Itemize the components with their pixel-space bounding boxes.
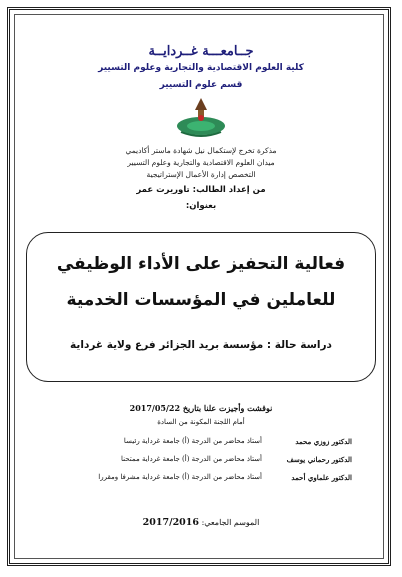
- academic-year-label: الموسم الجامعي:: [201, 518, 260, 527]
- jury-member-role: أستاذ محاضر من الدرجة (أ) جامعة غرداية مشرفا ومقررا: [98, 473, 262, 481]
- thesis-title-line-1: فعالية التحفيز على الأداء الوظيفي: [56, 254, 346, 274]
- faculty-name: كلية العلوم الاقتصادية والتجارية وعلوم التسيير: [98, 63, 304, 73]
- department-name: قسم علوم التسيير: [159, 80, 243, 90]
- field-line: ميدان العلوم الاقتصادية والتجارية وعلوم التسيير: [127, 158, 275, 167]
- titled-label: بعنوان:: [185, 201, 217, 211]
- academic-year: [20, 517, 382, 528]
- thesis-title-line-2: للعاملين في المؤسسات الخدمية: [66, 290, 336, 310]
- case-study: دراسة حالة : مؤسسة بريد الجزائر فرع ولاية غرداية: [70, 339, 332, 351]
- jury-member-name: الدكتور علماوي أحمد: [291, 473, 352, 482]
- jury-member-name: الدكتور زوزي محمد: [295, 437, 352, 446]
- jury-member-role: أستاذ محاضر من الدرجة (أ) جامعة غرداية رئيسا: [123, 437, 262, 445]
- jury-member-role: أستاذ محاضر من الدرجة (أ) جامعة غرداية ممتحنا: [121, 455, 262, 463]
- specialty-line: التخصص إدارة الأعمال الإستراتيجية: [146, 170, 256, 179]
- degree-line: مذكرة تخرج لإستكمال نيل شهادة ماستر أكاديمي: [125, 146, 277, 155]
- committee-label: أمام اللجنة المكونة من السادة: [157, 418, 245, 426]
- university-logo: [171, 96, 231, 138]
- academic-year-value: 2017/2016: [142, 517, 200, 528]
- university-name: جــامعـــة غــردايــة: [148, 44, 254, 59]
- student-name: من إعداد الطالب: تاوريرت عمر: [136, 185, 266, 195]
- defense-date: نوقشت وأجيزت علنا بتاريخ 2017/05/22: [129, 403, 273, 413]
- jury-member-name: الدكتور رحماني يوسف: [286, 455, 352, 464]
